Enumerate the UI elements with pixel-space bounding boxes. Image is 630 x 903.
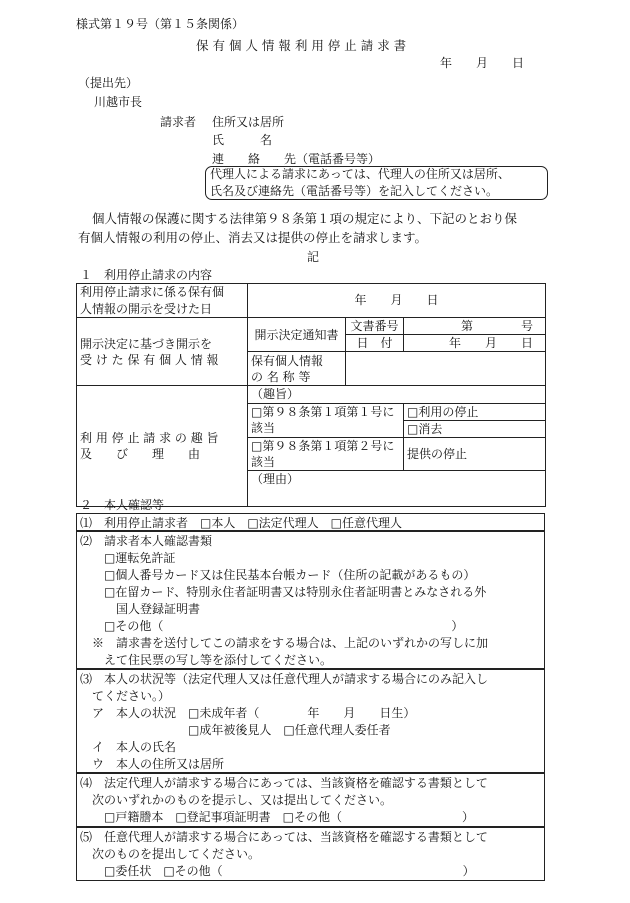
purpose-reason-label: 利 用 停 止 請 求 の 趣 旨 及 び 理 由 <box>77 386 248 507</box>
contact-label: 連 絡 先（電話番号等） <box>212 152 381 166</box>
notice-label: 開示決定通知書 <box>248 318 346 352</box>
drivers-license-checkbox[interactable]: □運転免許証 <box>80 551 176 565</box>
mail-note-line1: ※ 請求書を送付してこの請求をする場合は、上記のいずれかの写しに加 <box>80 636 489 650</box>
principal-name-field[interactable]: イ 本人の氏名 <box>80 740 177 754</box>
mail-note-line2: えて住民票の写し等を添付してください。 <box>80 653 333 667</box>
voluntary-agent-line1: ⑸ 任意代理人が請求する場合にあっては、当該資格を確認する書類として <box>80 830 488 844</box>
voluntary-agent-line2: 次のものを提出してください。 <box>80 847 261 861</box>
option-article2[interactable]: □第９８条第１項第２号に該当 <box>248 437 404 470</box>
info-name-field[interactable] <box>346 352 546 386</box>
id-docs-heading: ⑵ 請求者本人確認書類 <box>80 534 213 548</box>
notice-date-label: 日 付 <box>346 335 404 352</box>
my-number-card-checkbox[interactable]: □個人番号カード又は住民基本台帳カード（住所の記載があるもの） <box>80 568 476 582</box>
minor-checkbox[interactable]: ア 本人の状況 □未成年者（ 年 月 日生） <box>80 706 416 720</box>
form-number: 様式第１９号（第１５条関係） <box>76 17 245 31</box>
legal-agent-line2: 次のいずれかのものを提示し、又は提出してください。 <box>80 793 393 807</box>
principal-address-field[interactable]: ウ 本人の住所又は居所 <box>80 757 225 771</box>
doc-number-label: 文書番号 <box>346 318 404 335</box>
request-content-table <box>76 283 546 507</box>
doc-number-field[interactable]: 第 号 <box>404 318 546 335</box>
request-text-line2: 有個人情報の利用の停止、消去又は提供の停止を請求します。 <box>78 230 428 245</box>
legal-agent-row <box>76 773 545 827</box>
request-text-line1: 個人情報の保護に関する法律第９８条第１項の規定により、下記のとおり保 <box>92 211 518 226</box>
requester-type-row <box>76 513 545 531</box>
section2-heading: ２ 本人確認等 <box>80 498 165 512</box>
agent-note-line2: 氏名及び連絡先（電話番号等）を記入してください。 <box>210 184 499 198</box>
residence-card-cont: 国人登録証明書 <box>80 602 201 616</box>
purpose-label: （趣旨） <box>248 386 546 403</box>
submission-date: 年 月 日 <box>440 56 525 70</box>
reason-field[interactable] <box>248 471 546 507</box>
legal-agent-docs[interactable]: □戸籍謄本 □登記事項証明書 □その他（ ） <box>80 810 475 824</box>
other-id-checkbox[interactable]: □その他（ ） <box>80 619 464 633</box>
requester-label: 請求者 <box>160 115 197 129</box>
section1-heading: １ 利用停止請求の内容 <box>80 268 213 282</box>
ki-mark: 記 <box>307 250 320 264</box>
notice-date-field[interactable]: 年 月 日 <box>404 335 546 352</box>
status-heading-cont: てください。） <box>80 689 171 703</box>
voluntary-agent-row <box>76 827 545 881</box>
recipient-label: （提出先） <box>78 76 139 90</box>
legal-agent-line1: ⑷ 法定代理人が請求する場合にあっては、当該資格を確認する書類として <box>80 776 488 790</box>
status-heading: ⑶ 本人の状況等（法定代理人又は任意代理人が請求する場合にのみ記入し <box>80 672 489 686</box>
name-label: 氏 名 <box>212 133 273 147</box>
page-title: 保 有 個 人 情 報 利 用 停 止 請 求 書 <box>196 38 407 53</box>
disclosure-date-field[interactable]: 年 月 日 <box>248 284 546 318</box>
stop-provide-label: 提供の停止 <box>404 437 546 470</box>
info-name-label: 保有個人情報 の 名 称 等 <box>248 352 346 386</box>
erase-checkbox[interactable]: □消去 <box>404 420 546 437</box>
residence-card-checkbox[interactable]: □在留カード、特別永住者証明書又は特別永住者証明書とみなされる外 <box>80 585 487 599</box>
option-article1[interactable]: □第９８条第１項第１号に該当 <box>248 403 404 437</box>
agent-note-line1: 代理人による請求にあっては、代理人の住所又は居所、 <box>210 167 510 181</box>
address-label: 住所又は居所 <box>212 115 285 129</box>
disclosure-date-label: 利用停止請求に係る保有個 人情報の開示を受けた日 <box>77 284 248 318</box>
stop-use-checkbox[interactable]: □利用の停止 <box>404 403 546 420</box>
voluntary-agent-docs[interactable]: □委任状 □その他（ ） <box>80 864 475 878</box>
recipient-name: 川越市長 <box>94 95 143 109</box>
disclosed-info-label: 開示決定に基づき開示を 受 け た 保 有 個 人 情 報 <box>77 318 248 386</box>
reason-label: （理由） <box>251 472 300 487</box>
id-documents-row <box>76 531 545 669</box>
principal-status-row <box>76 669 545 773</box>
requester-type-line[interactable]: ⑴ 利用停止請求者 □本人 □法定代理人 □任意代理人 <box>80 516 403 530</box>
ward-checkbox[interactable]: □成年被後見人 □任意代理人委任者 <box>80 723 391 737</box>
